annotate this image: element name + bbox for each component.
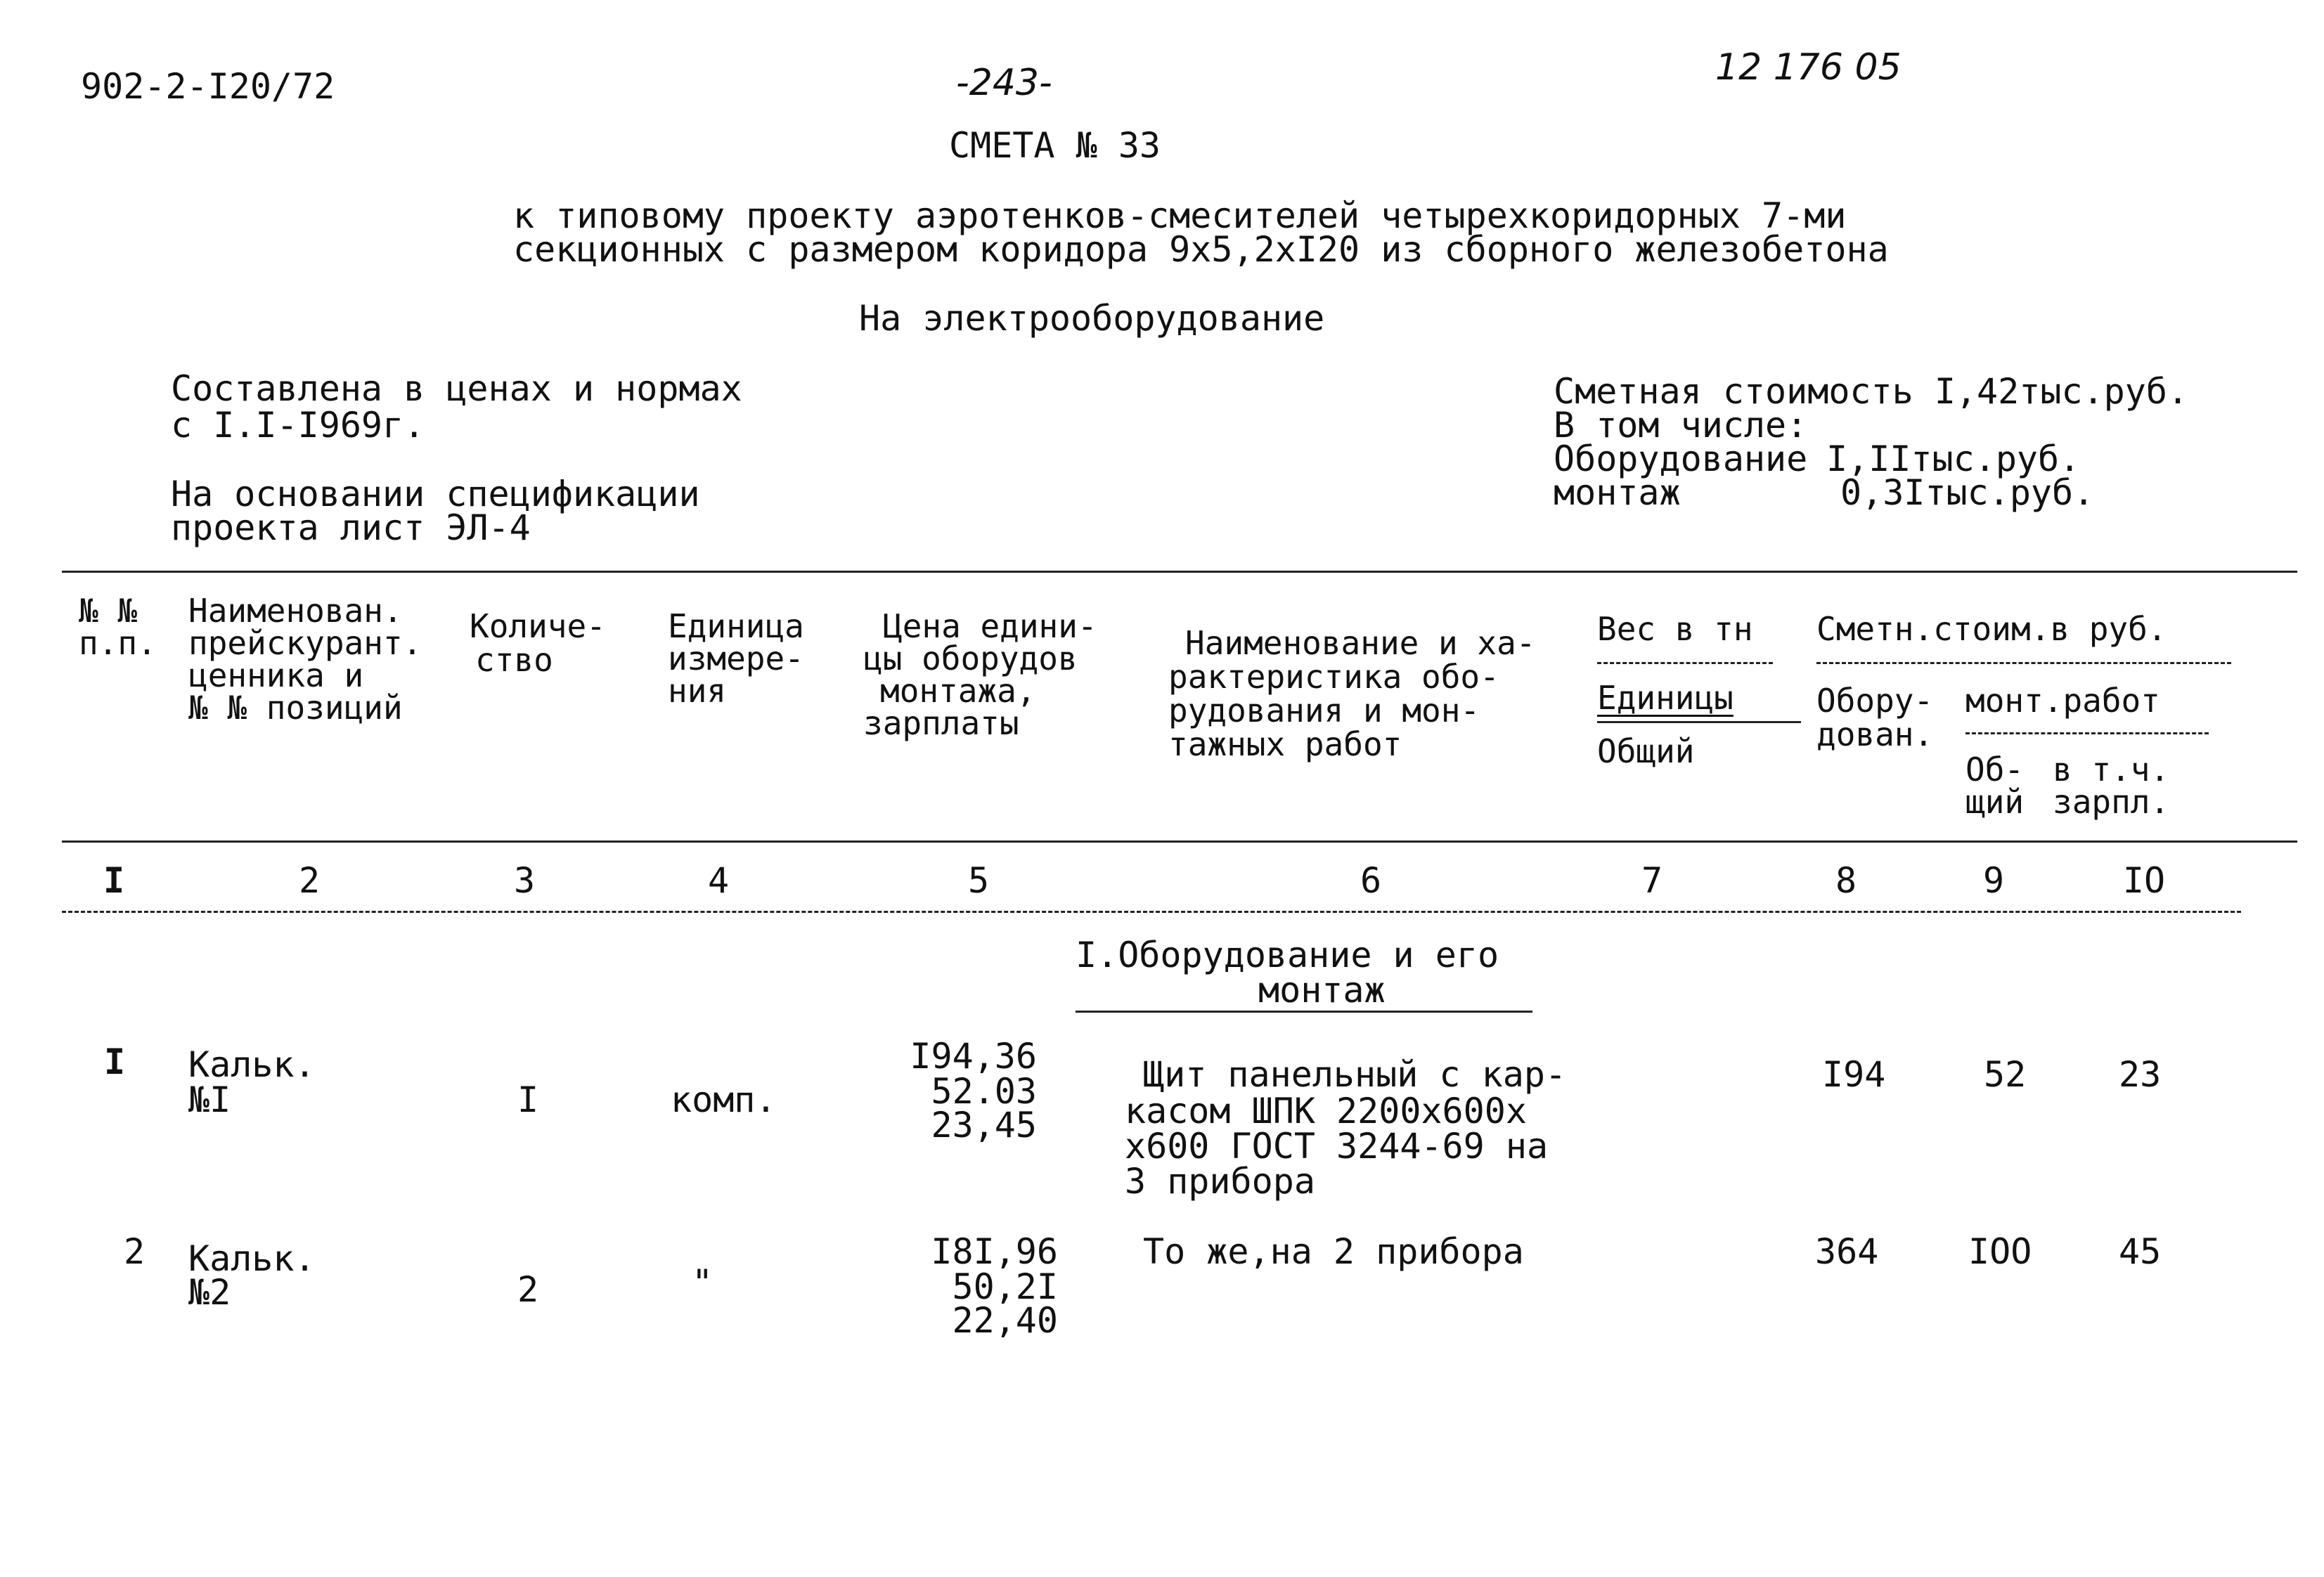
row-quantity: I — [517, 1079, 539, 1120]
specification-basis-line-1: На основании спецификации — [171, 474, 700, 514]
column-number: I — [103, 860, 125, 901]
row-price-wages: 23,45 — [931, 1105, 1037, 1146]
header-col-7-rule-2 — [1597, 721, 1801, 723]
row-description-line: 3 прибора — [1125, 1161, 1315, 1202]
column-number: IO — [2122, 860, 2166, 901]
header-col-7-unit: Единицы — [1597, 679, 1734, 717]
header-col-1-line: № № — [79, 592, 138, 630]
row-catalog-line: Кальк. — [188, 1044, 316, 1085]
row-price-equipment: I8I,96 — [931, 1231, 1058, 1272]
header-col-7-total: Общий — [1597, 732, 1695, 770]
header-col-5-line: цы оборудов — [863, 640, 1078, 677]
row-description-line: касом ШПК 2200х600х — [1125, 1091, 1527, 1131]
row-catalog-line: №I — [188, 1079, 231, 1120]
header-col-7-rule — [1597, 662, 1773, 664]
archive-number: 12 176 05 — [1715, 46, 1902, 89]
header-col-2-line: прейскурант. — [188, 624, 422, 662]
header-mounting-works: монт.работ — [1965, 682, 2160, 720]
row-quantity: 2 — [517, 1269, 539, 1310]
mounting-cost-label: монтаж — [1554, 472, 1681, 513]
row-catalog-line: Кальк. — [188, 1238, 316, 1279]
row-unit: комп. — [671, 1079, 777, 1120]
row-mounting-total: 52 — [1984, 1054, 2027, 1095]
header-col-5-line: монтажа, — [880, 672, 1036, 710]
row-equipment-cost: I94 — [1822, 1054, 1886, 1095]
header-col-5-line: Цена едини- — [883, 607, 1097, 645]
column-number: 5 — [967, 860, 990, 901]
column-number: 8 — [1835, 860, 1857, 901]
total-cost: Сметная стоимость I,42тыс.руб. — [1554, 371, 2189, 412]
header-col-9-line: щий — [1965, 783, 2025, 821]
document-code: 902-2-I20/72 — [81, 66, 335, 107]
header-col-4-line: Единица — [668, 607, 804, 645]
prices-basis-line-1: Составлена в ценах и нормах — [171, 368, 742, 409]
specification-basis-line-2: проекта лист ЭЛ-4 — [171, 507, 531, 548]
header-col-6-line: тажных работ — [1168, 725, 1402, 763]
column-numbers-rule — [62, 911, 2241, 913]
column-number: 3 — [513, 860, 536, 901]
header-col-7-top: Вес в тн — [1597, 610, 1753, 648]
row-price-equipment: I94,36 — [910, 1036, 1037, 1077]
header-col-1-line: п.п. — [79, 624, 157, 662]
row-description-line: х600 ГОСТ 3244-69 на — [1125, 1126, 1549, 1167]
document-title: СМЕТА № 33 — [949, 125, 1161, 166]
row-description-line: То же,на 2 прибора — [1143, 1231, 1524, 1272]
row-unit: " — [692, 1262, 714, 1303]
table-top-rule — [62, 571, 2297, 573]
header-estimated-cost-rule — [1816, 662, 2231, 664]
header-col-5-line: зарплаты — [863, 704, 1019, 742]
header-col-2-line: № № позиций — [188, 689, 403, 727]
row-price-wages: 22,40 — [952, 1300, 1058, 1341]
row-equipment-cost: 364 — [1815, 1231, 1879, 1272]
header-col-3-line: Количе- — [470, 607, 606, 645]
header-col-9-line: Об- — [1965, 751, 2025, 788]
row-description-line: Щит панельный с кар- — [1143, 1054, 1567, 1095]
header-estimated-cost: Сметн.стоим.в руб. — [1816, 610, 2167, 648]
column-number: 2 — [298, 860, 321, 901]
row-number: I — [104, 1041, 126, 1082]
section-1-title-line-2: монтаж — [1258, 970, 1386, 1011]
row-number: 2 — [124, 1231, 146, 1272]
header-mounting-rule — [1965, 732, 2209, 734]
header-col-6-line: рактеристика обо- — [1168, 658, 1499, 696]
header-col-4-line: измере- — [668, 640, 804, 677]
header-col-3-line: ство — [475, 641, 553, 679]
subtitle-line-2: секционных с размером коридора 9х5,2хI20 из сборного железобетона — [513, 229, 1889, 270]
row-mounting-wages: 23 — [2119, 1054, 2162, 1095]
equipment-cost-label: Оборудование — [1554, 439, 1808, 479]
column-number: 6 — [1360, 860, 1382, 901]
prices-basis-line-2: с I.I-I969г. — [171, 405, 425, 446]
row-price-mounting: 52.03 — [931, 1071, 1037, 1112]
header-bottom-rule — [62, 841, 2297, 843]
section-title: На электрооборудование — [859, 298, 1325, 339]
row-mounting-total: IOO — [1968, 1231, 2032, 1272]
header-col-8-line: Обору- — [1816, 682, 1934, 720]
subtitle-line-1: к типовому проекту аэротенков-смесителей четырехкоридорных 7-ми — [513, 195, 1847, 236]
section-1-underline — [1076, 1011, 1532, 1013]
column-number: 9 — [1982, 860, 2005, 901]
header-col-8-line: дован. — [1816, 715, 1934, 753]
header-col-10-line: зарпл. — [2053, 783, 2170, 821]
column-number: 4 — [707, 860, 730, 901]
header-col-6-line: Наименование и ха- — [1185, 624, 1536, 662]
section-1-title-line-1: I.Оборудование и его — [1076, 935, 1499, 975]
page-number: -243- — [956, 62, 1052, 104]
header-col-4-line: ния — [668, 672, 727, 710]
header-col-6-line: рудования и мон- — [1168, 692, 1480, 729]
header-col-10-line: в т.ч. — [2053, 751, 2170, 788]
row-price-mounting: 50,2I — [952, 1266, 1058, 1307]
column-number: 7 — [1641, 860, 1663, 901]
equipment-cost-value: I,IIтыс.руб. — [1826, 439, 2081, 479]
mounting-cost-value: 0,3Iтыс.руб. — [1840, 472, 2095, 513]
including-label: В том числе: — [1554, 405, 1808, 446]
row-catalog-line: №2 — [188, 1272, 231, 1313]
header-col-2-line: ценника и — [188, 656, 364, 694]
row-mounting-wages: 45 — [2119, 1231, 2162, 1272]
header-col-2-line: Наименован. — [188, 592, 403, 630]
